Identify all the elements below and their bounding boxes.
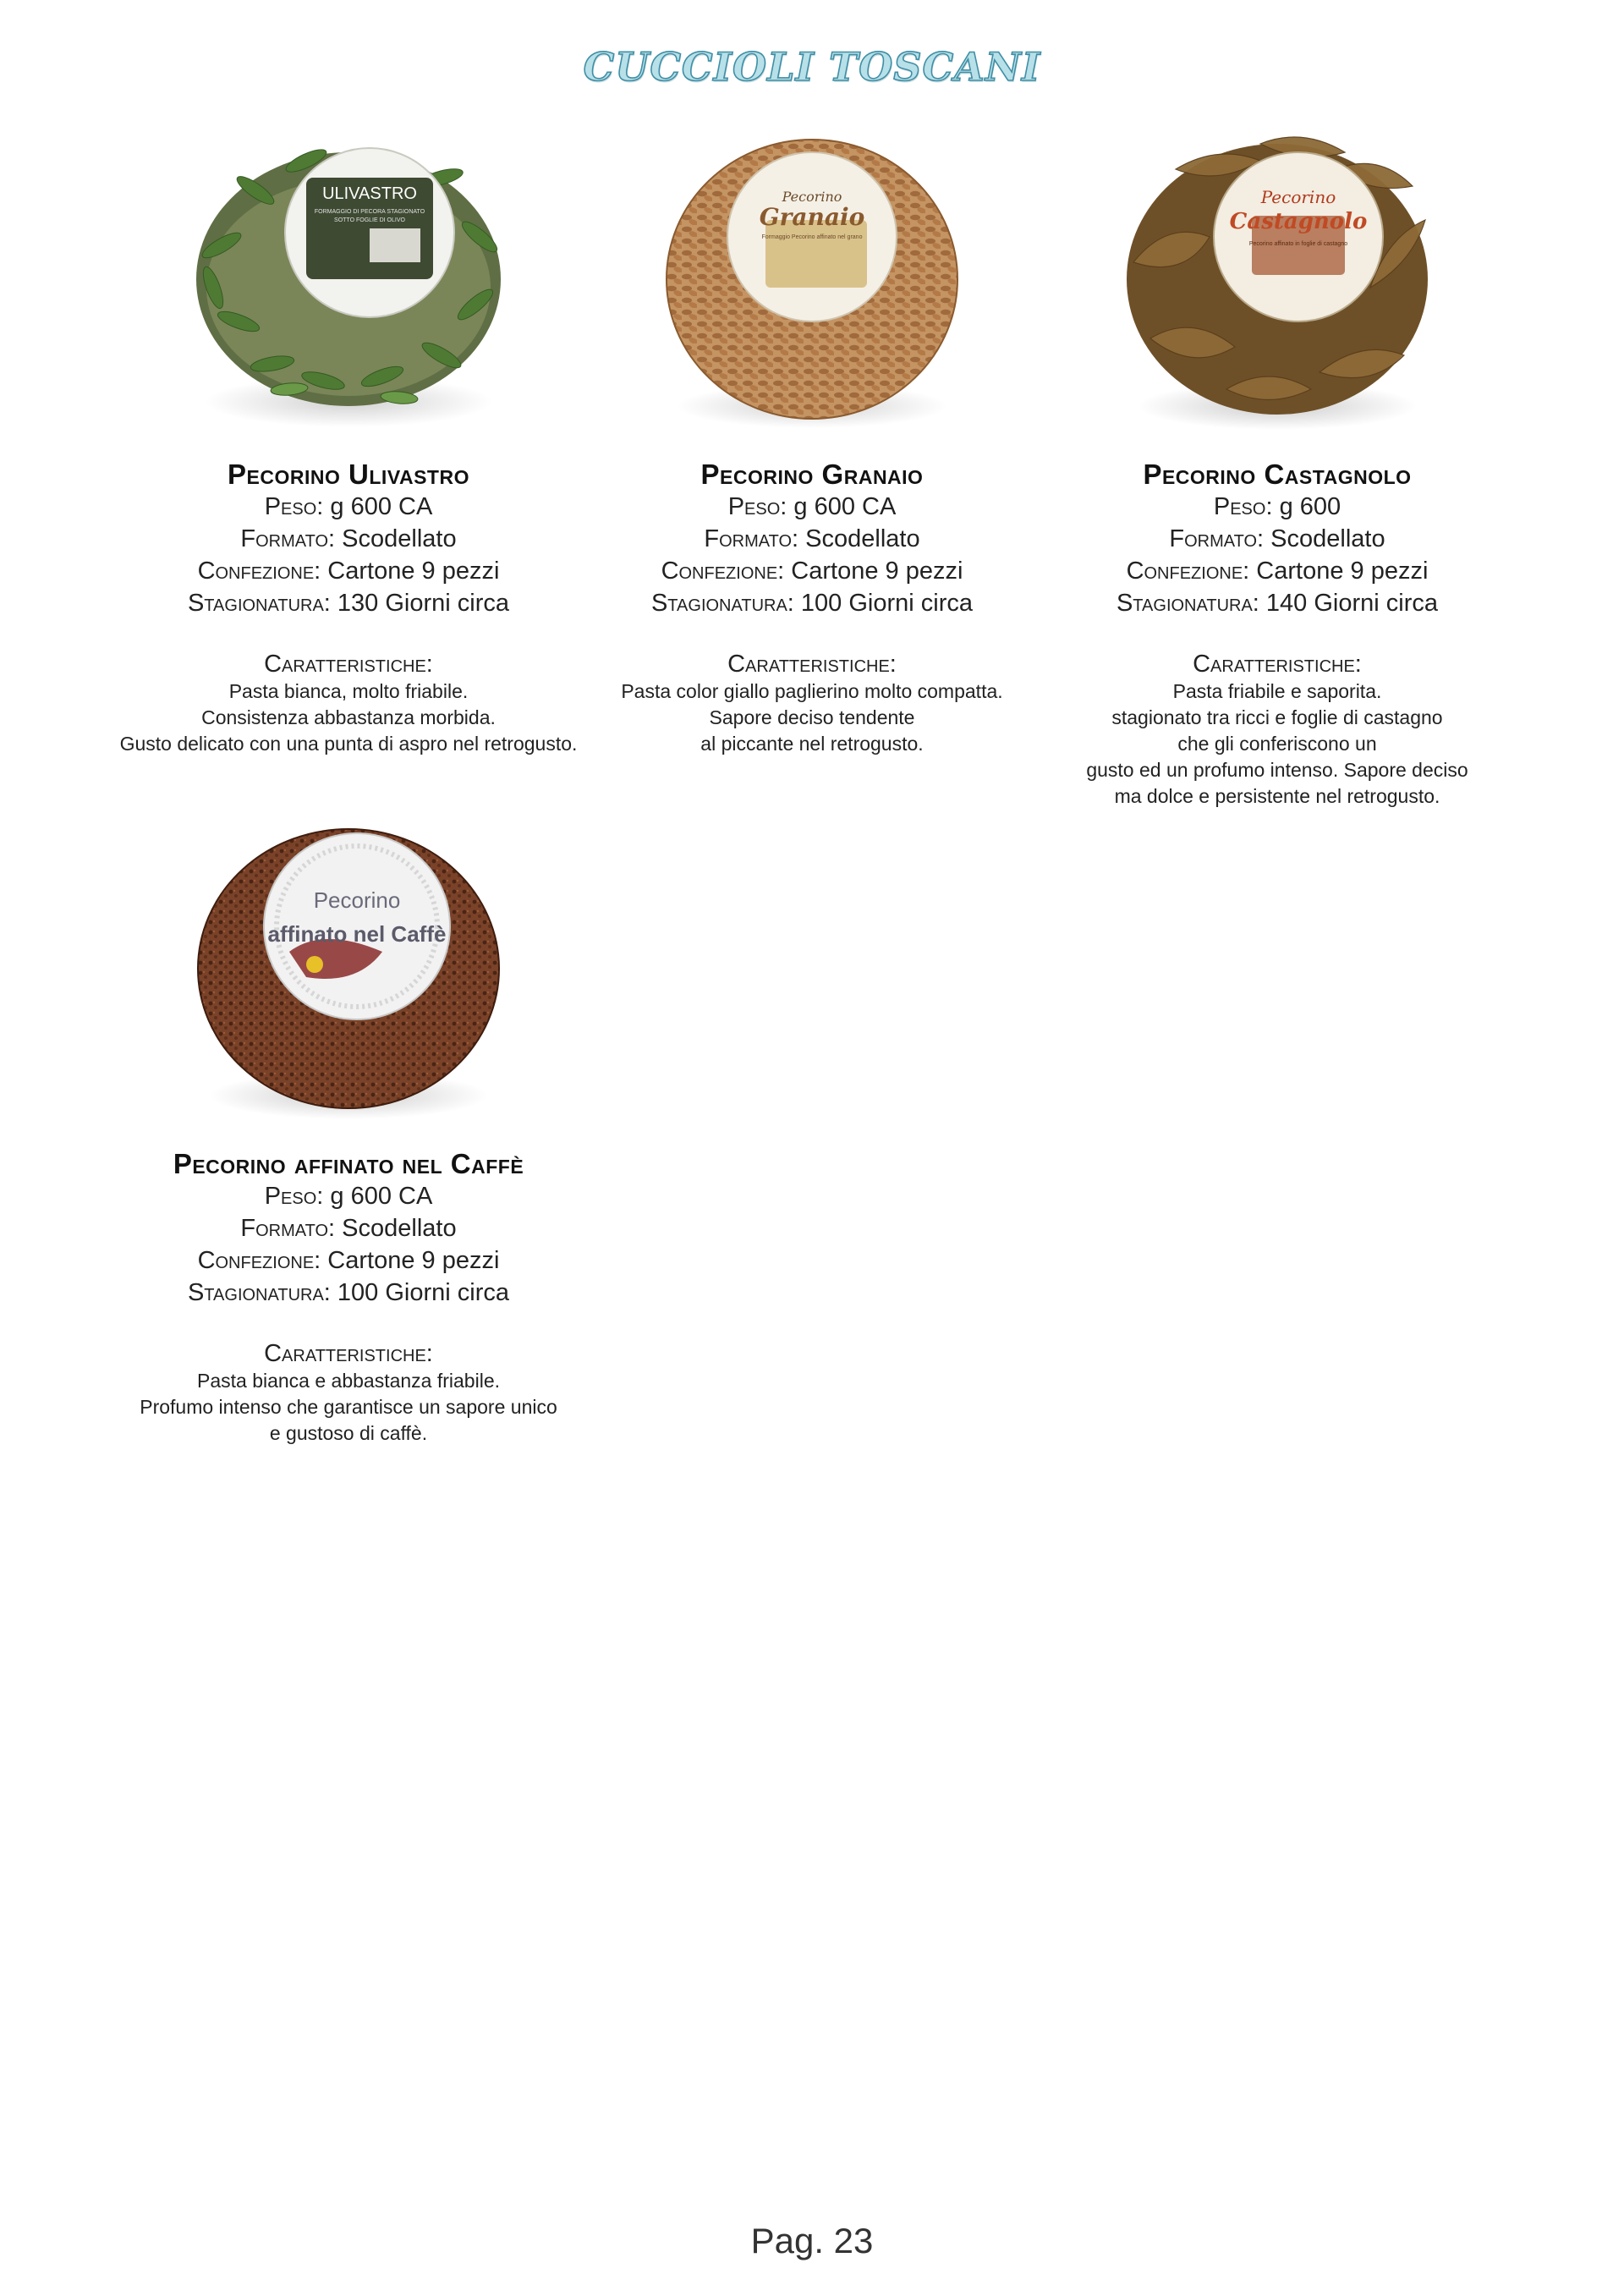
label-text-granaio-1: Pecorino <box>782 189 842 205</box>
spec-peso <box>541 491 1083 523</box>
characteristics-line: e gustoso di caffè. <box>269 1422 428 1444</box>
spec-value: Scodellato <box>1270 525 1385 552</box>
product-name: Pecorino Granaio <box>700 459 924 490</box>
spec-confezione <box>78 1244 619 1277</box>
spec-value: 100 Giorni circa <box>337 1279 510 1306</box>
characteristics-line: Pasta bianca, molto friabile. <box>228 680 469 702</box>
spec-value: Scodellato <box>342 525 457 552</box>
spec-formato <box>541 523 1083 555</box>
characteristics-text <box>541 678 1083 757</box>
cheese-image-ulivastro <box>188 118 509 440</box>
spec-label: Formato: <box>704 525 799 552</box>
spec-value: Scodellato <box>805 525 920 552</box>
spec-stagionatura <box>78 587 619 619</box>
cheese-image-granaio <box>651 118 973 440</box>
characteristics-line: al piccante nel retrogusto. <box>700 733 924 755</box>
spec-value: Cartone 9 pezzi <box>327 1247 500 1274</box>
spec-label: Confezione: <box>1126 558 1250 585</box>
spec-label: Stagionatura: <box>650 590 794 617</box>
label-subtext-castagnolo: Pecorino affinato in foglie di castagno <box>1248 241 1348 247</box>
product-name: Pecorino Ulivastro <box>228 459 469 490</box>
page-number: Pag. 23 <box>750 2221 874 2260</box>
spec-value: Cartone 9 pezzi <box>791 558 963 585</box>
page-title: CUCCIOLI TOSCANI <box>583 44 1041 90</box>
characteristics-title: Caratteristiche: <box>1193 651 1362 678</box>
label-subtext-ulivastro-2: SOTTO FOGLIE DI OLIVO <box>334 217 405 223</box>
spec-value: g 600 CA <box>330 1183 433 1210</box>
spec-label: Stagionatura: <box>1116 590 1259 617</box>
label-text-caffe-1: Pecorino <box>313 887 401 913</box>
characteristics-line: Sapore deciso tendente <box>709 706 915 728</box>
characteristics-line: Gusto delicato con una punta di aspro nel retrogusto. <box>119 733 578 755</box>
characteristics-line: Pasta bianca e abbastanza friabile. <box>196 1370 501 1392</box>
spec-value: Cartone 9 pezzi <box>327 558 500 585</box>
characteristics-title: Caratteristiche: <box>264 1340 433 1367</box>
label-subtext-ulivastro-1: FORMAGGIO DI PECORA STAGIONATO <box>314 209 425 215</box>
label-text-castagnolo-1: Pecorino <box>1260 187 1336 207</box>
spec-label: Peso: <box>264 493 324 520</box>
product-card-caffe <box>78 808 619 1447</box>
product-name: Pecorino Castagnolo <box>1143 459 1412 490</box>
characteristics-text <box>78 1368 619 1447</box>
spec-value: g 600 CA <box>330 493 433 520</box>
spec-value: g 600 CA <box>793 493 897 520</box>
characteristics-text <box>1007 678 1548 810</box>
label-text-caffe-2: affinato nel Caffè <box>267 921 447 947</box>
cheese-image-castagnolo <box>1116 118 1438 440</box>
spec-stagionatura <box>78 1277 619 1309</box>
characteristics-title: Caratteristiche: <box>264 651 433 678</box>
spec-peso <box>78 491 619 523</box>
spec-confezione <box>541 555 1083 587</box>
characteristics-title: Caratteristiche: <box>727 651 897 678</box>
cheese-image-caffe <box>188 808 509 1129</box>
characteristics-line: Consistenza abbastanza morbida. <box>201 706 496 728</box>
spec-label: Formato: <box>240 525 336 552</box>
label-subtext-granaio: Formaggio Pecorino affinato nel grano <box>761 234 863 240</box>
characteristics-line: Pasta color giallo paglierino molto compatta. <box>621 680 1003 702</box>
spec-confezione <box>78 555 619 587</box>
spec-value: g 600 <box>1279 493 1341 520</box>
label-text-ulivastro: ULIVASTRO <box>322 184 417 203</box>
spec-formato <box>78 523 619 555</box>
spec-value: 130 Giorni circa <box>337 590 510 617</box>
spec-label: Confezione: <box>197 1247 321 1274</box>
product-card-castagnolo <box>1007 118 1548 810</box>
spec-confezione <box>1007 555 1548 587</box>
spec-peso <box>1007 491 1548 523</box>
spec-value: 140 Giorni circa <box>1265 590 1439 617</box>
spec-label: Peso: <box>727 493 787 520</box>
spec-formato <box>1007 523 1548 555</box>
characteristics-text <box>78 678 619 757</box>
spec-value: Cartone 9 pezzi <box>1256 558 1429 585</box>
label-text-granaio-2: Granaio <box>759 203 865 231</box>
label-text-castagnolo-2: Castagnolo <box>1229 209 1368 234</box>
characteristics-line: gusto ed un profumo intenso. Sapore deciso <box>1086 759 1468 781</box>
characteristics-line: che gli conferiscono un <box>1177 733 1377 755</box>
spec-stagionatura <box>1007 587 1548 619</box>
spec-label: Peso: <box>1213 493 1273 520</box>
spec-label: Formato: <box>1169 525 1265 552</box>
spec-peso <box>78 1180 619 1212</box>
spec-label: Confezione: <box>661 558 785 585</box>
spec-label: Stagionatura: <box>187 1279 331 1306</box>
spec-stagionatura <box>541 587 1083 619</box>
spec-label: Peso: <box>264 1183 324 1210</box>
spec-value: 100 Giorni circa <box>800 590 974 617</box>
spec-formato <box>78 1212 619 1244</box>
spec-label: Formato: <box>240 1215 336 1242</box>
characteristics-line: ma dolce e persistente nel retrogusto. <box>1114 785 1440 807</box>
characteristics-line: Profumo intenso che garantisce un sapore unico <box>140 1396 557 1418</box>
characteristics-line: Pasta friabile e saporita. <box>1172 680 1382 702</box>
spec-label: Stagionatura: <box>187 590 331 617</box>
spec-label: Confezione: <box>197 558 321 585</box>
product-name: Pecorino affinato nel Caffè <box>173 1148 524 1179</box>
characteristics-line: stagionato tra ricci e foglie di castagno <box>1111 706 1443 728</box>
product-card-ulivastro <box>78 118 619 757</box>
spec-value: Scodellato <box>342 1215 457 1242</box>
product-card-granaio <box>541 118 1083 757</box>
